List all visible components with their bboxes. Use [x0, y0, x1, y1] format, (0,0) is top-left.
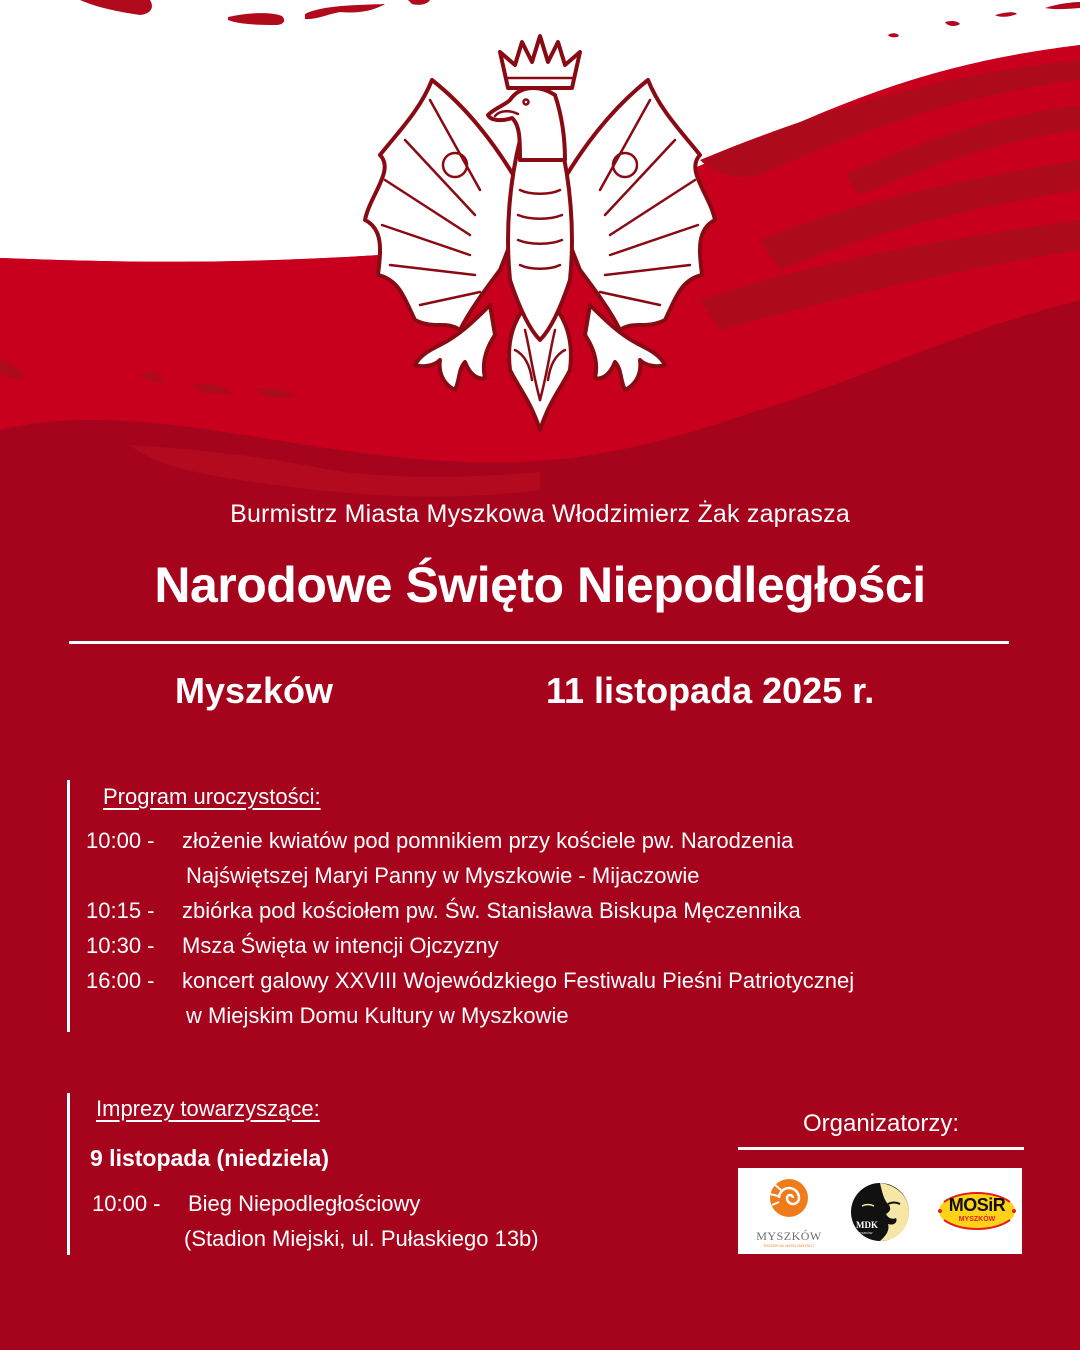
organizer-logos-panel — [738, 1168, 1022, 1254]
program-heading: Program uroczystości: — [103, 784, 321, 809]
title-divider — [69, 641, 1009, 644]
side-event-text: (Stadion Miejski, ul. Pułaskiego 13b) — [184, 1226, 539, 1251]
mdk-logo-name: MDK — [856, 1220, 878, 1230]
program-accent-bar — [67, 780, 70, 1032]
program-item — [86, 828, 793, 854]
program-item-continuation — [186, 1003, 569, 1029]
mosir-logo-tagline: MYSZKÓW — [958, 1216, 996, 1223]
event-title: Narodowe Święto Niepodległości — [154, 557, 926, 613]
program-item-time: 16:00 - — [86, 968, 155, 993]
side-events-day: 9 listopada (niedziela) — [90, 1145, 329, 1171]
program-item — [86, 898, 801, 924]
program-item-text: koncert galowy XXVIII Wojewódzkiego Festiwalu Pieśni Patriotycznej — [182, 968, 855, 993]
side-event-item-continuation — [184, 1226, 539, 1252]
myszkow-logo — [746, 1172, 832, 1252]
side-events-accent-bar — [67, 1093, 70, 1255]
program-item-continuation — [186, 863, 699, 889]
event-city: Myszków — [175, 670, 334, 711]
white-eagle-emblem-icon — [360, 30, 720, 440]
program-item-time: 10:30 - — [86, 933, 155, 958]
program-item-text: Msza Święta w intencji Ojczyzny — [182, 933, 499, 958]
invitation-line: Burmistrz Miasta Myszkowa Włodzimierz Żak zaprasza — [230, 500, 850, 528]
program-item-time: 10:15 - — [86, 898, 155, 923]
program-item — [86, 968, 854, 994]
program-item — [86, 933, 499, 959]
side-event-text: Bieg Niepodległościowy — [188, 1191, 421, 1216]
myszkow-logo-tagline: ROZWIJA MOŻLIWOŚCI — [763, 1243, 815, 1248]
mosir-logo — [936, 1188, 1018, 1234]
myszkow-logo-name: MYSZKÓW — [756, 1229, 822, 1243]
side-event-time: 10:00 - — [92, 1191, 161, 1216]
side-event-item — [92, 1191, 420, 1217]
mdk-logo — [848, 1178, 912, 1244]
event-date: 11 listopada 2025 r. — [546, 670, 875, 711]
program-item-text: w Miejskim Domu Kultury w Myszkowie — [186, 1003, 569, 1028]
side-events-heading: Imprezy towarzyszące: — [96, 1096, 320, 1121]
organizers-divider — [738, 1147, 1024, 1150]
organizers-label: Organizatorzy: — [802, 1110, 960, 1137]
mosir-logo-name: MOSiR — [948, 1195, 1006, 1215]
spiral-shell-icon — [746, 1172, 832, 1224]
program-item-text: Najświętszej Maryi Panny w Myszkowie - Mijaczowie — [186, 863, 700, 888]
program-item-text: zbiórka pod kościołem pw. Św. Stanisława Biskupa Męczennika — [182, 898, 801, 923]
program-item-text: złożenie kwiatów pod pomnikiem przy kościele pw. Narodzenia — [182, 828, 794, 853]
program-item-time: 10:00 - — [86, 828, 155, 853]
mdk-logo-tagline: MYSZKÓW — [857, 1231, 873, 1235]
